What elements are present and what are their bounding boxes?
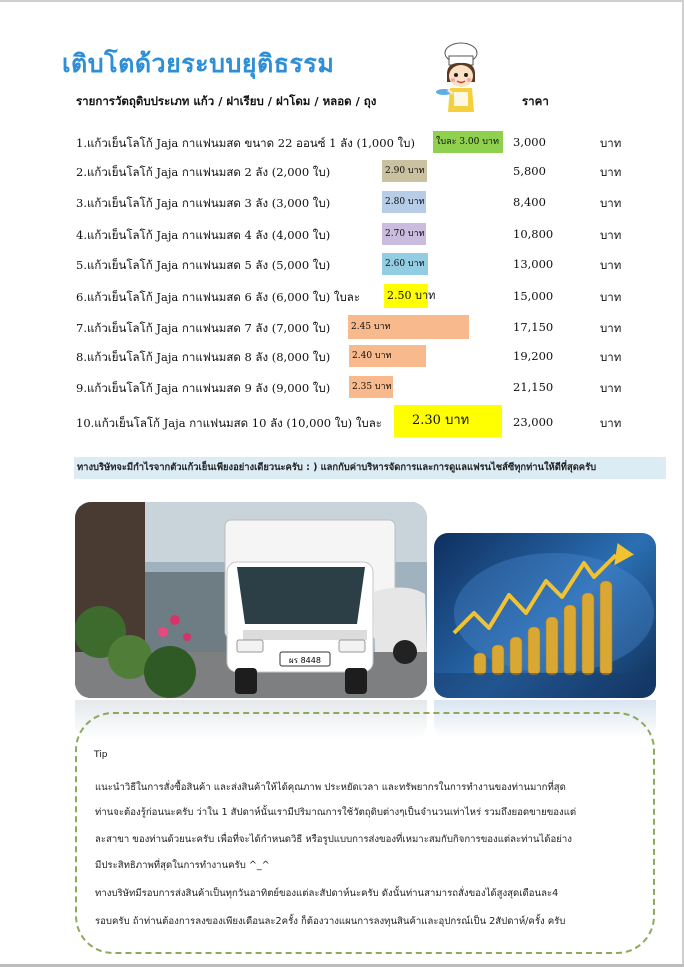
per-piece-price-badge: 2.60 บาท bbox=[382, 253, 428, 275]
price-column-header: ราคา bbox=[522, 94, 549, 108]
currency-unit: บาท bbox=[600, 196, 622, 210]
currency-unit: บาท bbox=[600, 290, 622, 304]
per-piece-price-badge: 2.70 บาท bbox=[382, 223, 426, 245]
item-description: 1.แก้วเย็นโลโก้ Jaja กาแฟนมสด ขนาด 22 ออนซ์ 1 ลัง (1,000 ใบ) bbox=[76, 136, 415, 150]
per-piece-price-badge: ใบละ 3.00 บาท bbox=[433, 131, 503, 153]
tip-label: Tip bbox=[94, 750, 108, 760]
profit-note: ทางบริษัทจะมีกำไรจากตัวแก้วเย็นเพียงอย่างเดียวนะครับ : ) แลกกับค่าบริหารจัดการและการดูแลแฟรนไชส์ซีทุกท่านให้ดีที่สุดครับ bbox=[74, 457, 666, 479]
item-price: 15,000 bbox=[513, 289, 554, 303]
tip-text-line: แนะนำวิธีในการสั่งซื้อสินค้า และส่งสินค้าให้ได้คุณภาพ ประหยัดเวลา และทรัพยากรในการทำงานของท่านมากที่สุด bbox=[95, 782, 566, 793]
page-border bbox=[0, 0, 684, 2]
tip-text-line: ท่านจะต้องรู้ก่อนนะครับ ว่าใน 1 สัปดาห์นั้นเรามีปริมาณการใช้วัตถุดิบต่างๆเป็นจำนวนเท่าไหร่ รวมถึงยอดขายของแต่ bbox=[95, 807, 577, 818]
per-piece-price-badge: 2.30 บาท bbox=[394, 405, 502, 437]
tip-text-line: มีประสิทธิภาพที่สุดในการทำงานครับ ^_^ bbox=[95, 860, 270, 871]
currency-unit: บาท bbox=[600, 321, 622, 335]
item-price: 21,150 bbox=[513, 380, 554, 394]
item-price: 3,000 bbox=[513, 135, 546, 149]
license-plate: ผร 8448 bbox=[289, 656, 321, 665]
item-description: 3.แก้วเย็นโลโก้ Jaja กาแฟนมสด 3 ลัง (3,000 ใบ) bbox=[76, 196, 331, 210]
item-description: 2.แก้วเย็นโลโก้ Jaja กาแฟนมสด 2 ลัง (2,000 ใบ) bbox=[76, 165, 331, 179]
tip-text-line: ละสาขา ของท่านด้วยนะครับ เพื่อที่จะได้กำหนดวิธี หรือรูปแบบการส่งของที่เหมาะสมกับกิจการของแต่ละท่านได้อย่าง bbox=[95, 834, 572, 845]
item-description: 5.แก้วเย็นโลโก้ Jaja กาแฟนมสด 5 ลัง (5,000 ใบ) bbox=[76, 258, 331, 272]
currency-unit: บาท bbox=[600, 350, 622, 364]
per-piece-price-badge: 2.35 บาท bbox=[349, 376, 393, 398]
per-piece-price-badge: 2.40 บาท bbox=[349, 345, 426, 367]
tip-text-line: ทางบริษัทมีรอบการส่งสินค้าเป็นทุกวันอาทิตย์ของแต่ละสัปดาห์นะครับ ดังนั้นท่านสามารถสั่งของได้สูงสุดเดือนละ4 bbox=[95, 888, 559, 899]
chef-mascot-icon bbox=[436, 42, 486, 116]
currency-unit: บาท bbox=[600, 165, 622, 179]
item-price: 8,400 bbox=[513, 195, 546, 209]
per-piece-price-badge: 2.50 บาท bbox=[384, 284, 428, 308]
item-price: 17,150 bbox=[513, 320, 554, 334]
item-price: 23,000 bbox=[513, 415, 554, 429]
per-piece-price-badge: 2.90 บาท bbox=[382, 160, 427, 182]
item-price: 13,000 bbox=[513, 257, 554, 271]
item-description: 7.แก้วเย็นโลโก้ Jaja กาแฟนมสด 7 ลัง (7,000 ใบ) bbox=[76, 321, 331, 335]
page-title: เติบโตด้วยระบบยุติธรรม bbox=[62, 49, 335, 78]
item-description: 6.แก้วเย็นโลโก้ Jaja กาแฟนมสด 6 ลัง (6,000 ใบ) ใบละ bbox=[76, 290, 361, 304]
item-price: 19,200 bbox=[513, 349, 554, 363]
per-piece-price-badge: 2.80 บาท bbox=[382, 191, 426, 213]
item-description: 4.แก้วเย็นโลโก้ Jaja กาแฟนมสด 4 ลัง (4,000 ใบ) bbox=[76, 228, 331, 242]
item-description: 8.แก้วเย็นโลโก้ Jaja กาแฟนมสด 8 ลัง (8,000 ใบ) bbox=[76, 350, 331, 364]
currency-unit: บาท bbox=[600, 381, 622, 395]
currency-unit: บาท bbox=[600, 258, 622, 272]
currency-unit: บาท bbox=[600, 416, 622, 430]
item-description: 10.แก้วเย็นโลโก้ Jaja กาแฟนมสด 10 ลัง (10,000 ใบ) ใบละ bbox=[76, 416, 382, 430]
per-piece-price-badge: 2.45 บาท bbox=[348, 315, 469, 339]
items-column-header: รายการวัตถุดิบประเภท แก้ว / ฝาเรียบ / ฝาโดม / หลอด / ถุง bbox=[76, 94, 377, 108]
item-price: 10,800 bbox=[513, 227, 554, 241]
currency-unit: บาท bbox=[600, 136, 622, 150]
tip-text-line: รอบครับ ถ้าท่านต้องการลงของเพียงเดือนละ2ครั้ง ก็ต้องวางแผนการลงทุนสินค้าและอุปกรณ์เป็น 2สัปดาห์/ครั้ง ครับ bbox=[95, 916, 566, 927]
truck-photo bbox=[75, 502, 427, 698]
currency-unit: บาท bbox=[600, 228, 622, 242]
item-price: 5,800 bbox=[513, 164, 546, 178]
item-description: 9.แก้วเย็นโลโก้ Jaja กาแฟนมสด 9 ลัง (9,000 ใบ) bbox=[76, 381, 331, 395]
coins-growth-photo bbox=[434, 533, 656, 698]
